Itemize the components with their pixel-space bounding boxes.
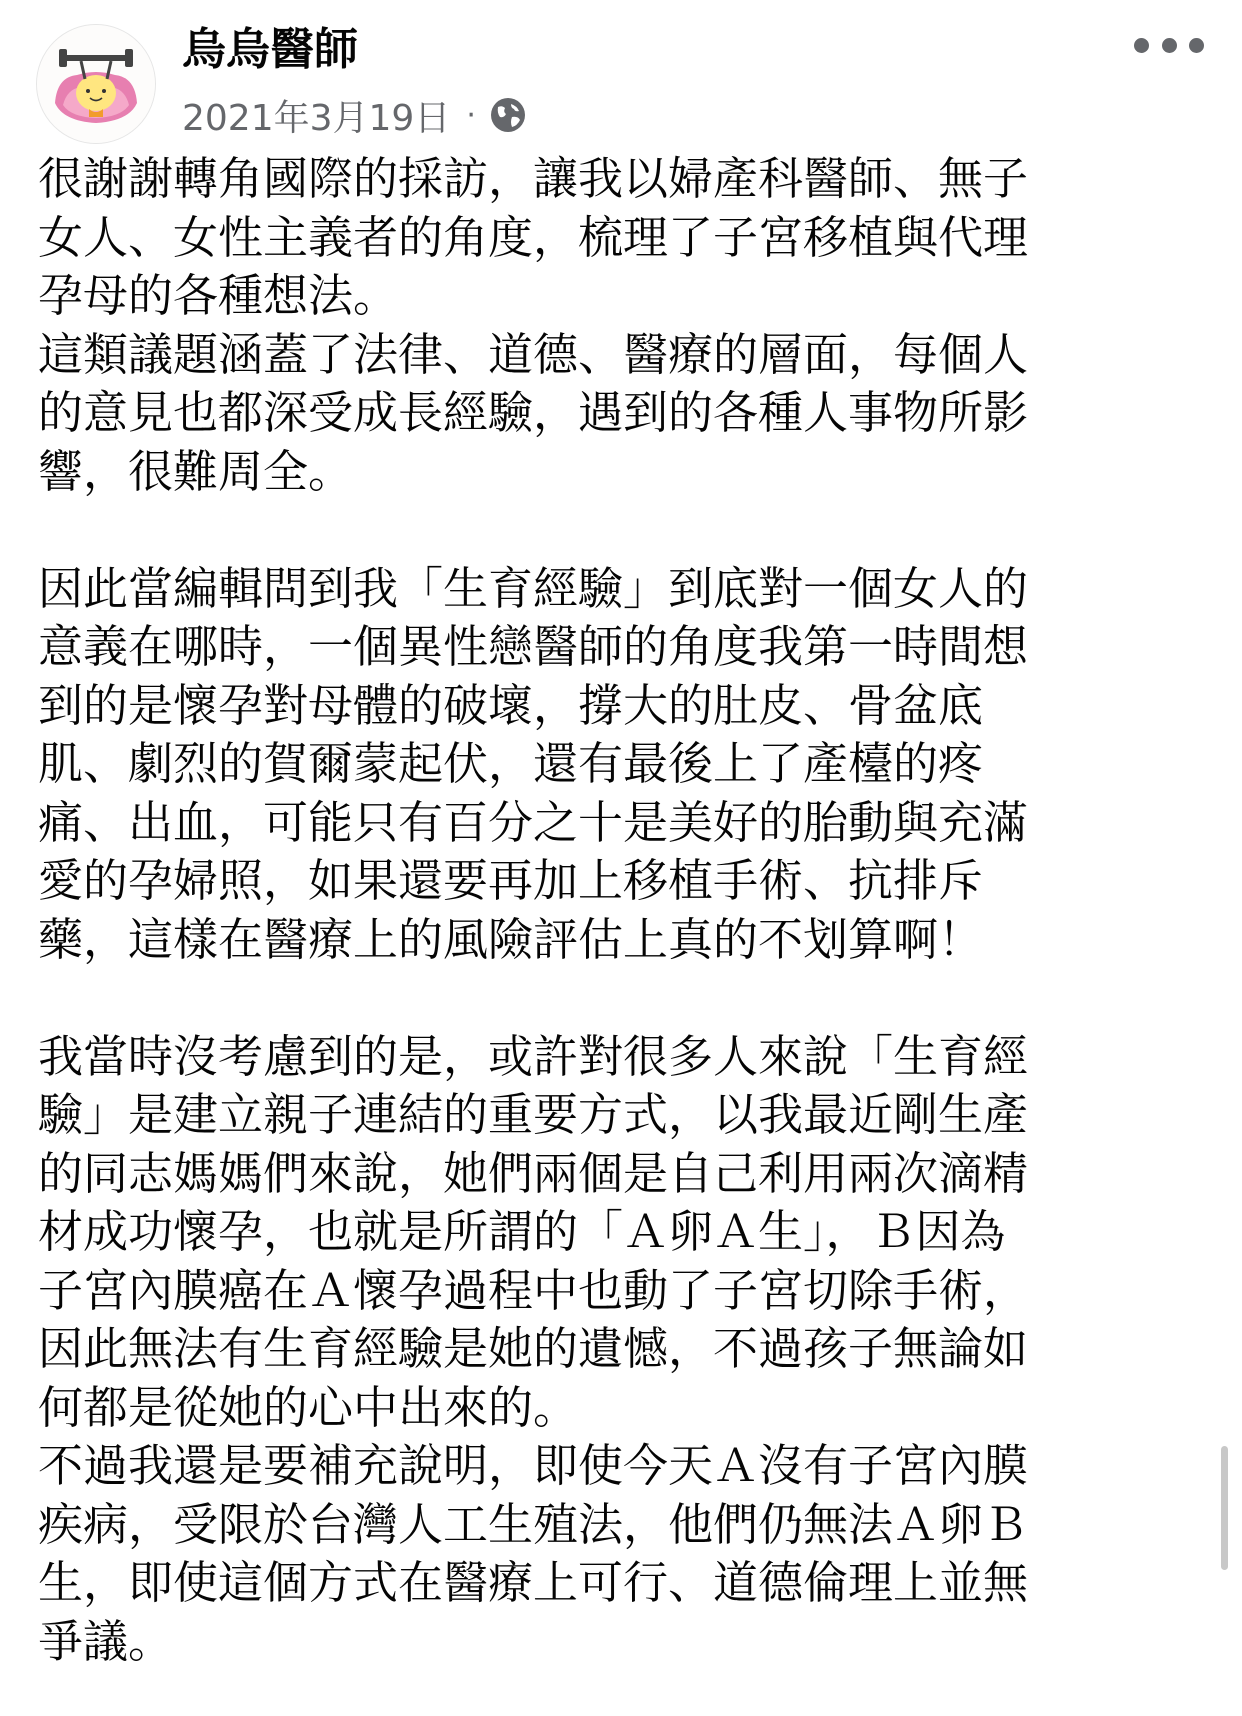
text-line: 到的是懷孕對母體的破壞，撐大的肚皮、骨盆底 [38,678,984,732]
text-line: 疾病，受限於台灣人工生殖法，他們仍無法Ａ卵Ｂ [38,1497,1029,1551]
paragraph-experience [38,560,1208,970]
text-line: 很謝謝轉角國際的採訪，讓我以婦產科醫師、無子 [38,152,1029,205]
globe-icon[interactable] [488,95,528,135]
text-line: 藥，這樣在醫療上的風險評估上真的不划算啊！ [38,912,984,966]
text-line: 肌、劇烈的賀爾蒙起伏，還有最後上了產檯的疼 [38,737,984,790]
text-line: 因此當編輯問到我「生育經驗」到底對一個女人的 [38,561,1029,615]
avatar-illustration [37,25,155,143]
text-line: 材成功懷孕，也就是所謂的「Ａ卵Ａ生」，Ｂ因為 [38,1205,1006,1258]
post-text [38,150,1208,1671]
more-horizontal-icon [1162,38,1177,53]
more-horizontal-icon [1134,38,1149,53]
text-line: 意義在哪時，一個異性戀醫師的角度我第一時間想 [38,620,1029,673]
post-header [0,0,1242,150]
paragraph-spacer [38,501,1208,560]
text-line: 孕母的各種想法。 [38,269,399,322]
text-line: 的意見也都深受成長經驗，遇到的各種人事物所影 [38,386,1029,439]
text-line: 痛、出血，可能只有百分之十是美好的胎動與充滿 [38,795,1029,849]
text-line: 愛的孕婦照，如果還要再加上移植手術、抗排斥 [38,854,984,907]
text-line: 我當時沒考慮到的是，或許對很多人來說「生育經 [38,1029,1029,1083]
text-line: 因此無法有生育經驗是她的遺憾，不過孩子無論如 [38,1322,1029,1375]
text-line: 女人、女性主義者的角度，梳理了子宮移植與代理 [38,210,1029,264]
text-line: 生，即使這個方式在醫療上可行、道德倫理上並無 [38,1556,1029,1609]
text-line: 響，很難周全。 [38,444,354,498]
paragraph-spacer [38,969,1208,1028]
post-meta [182,90,528,140]
text-line: 這類議題涵蓋了法律、道德、醫療的層面，每個人 [38,327,1029,381]
paragraph-law [38,1437,1208,1671]
text-line: 何都是從她的心中出來的。 [38,1380,579,1434]
paragraph-interview [38,150,1208,326]
text-line: 驗」是建立親子連結的重要方式，以我最近剛生產 [38,1088,1029,1141]
paragraph-issues [38,326,1208,502]
meta-separator: · [466,97,476,133]
text-line: 爭議。 [38,1614,174,1668]
text-line: 的同志媽媽們來說，她們兩個是自己利用兩次滴精 [38,1146,1029,1200]
text-line: 子宮內膜癌在Ａ懷孕過程中也動了子宮切除手術， [38,1263,1029,1317]
more-horizontal-icon [1189,38,1204,53]
author-avatar[interactable] [36,24,156,144]
author-name[interactable]: 烏烏醫師 [182,24,358,75]
text-line: 不過我還是要補充說明，即使今天Ａ沒有子宮內膜 [38,1439,1029,1492]
post-date[interactable]: 2021年3月19日 [182,97,451,139]
paragraph-bonding [38,1028,1208,1438]
scrollbar[interactable] [1221,1446,1228,1570]
more-options-button[interactable] [1134,30,1204,60]
